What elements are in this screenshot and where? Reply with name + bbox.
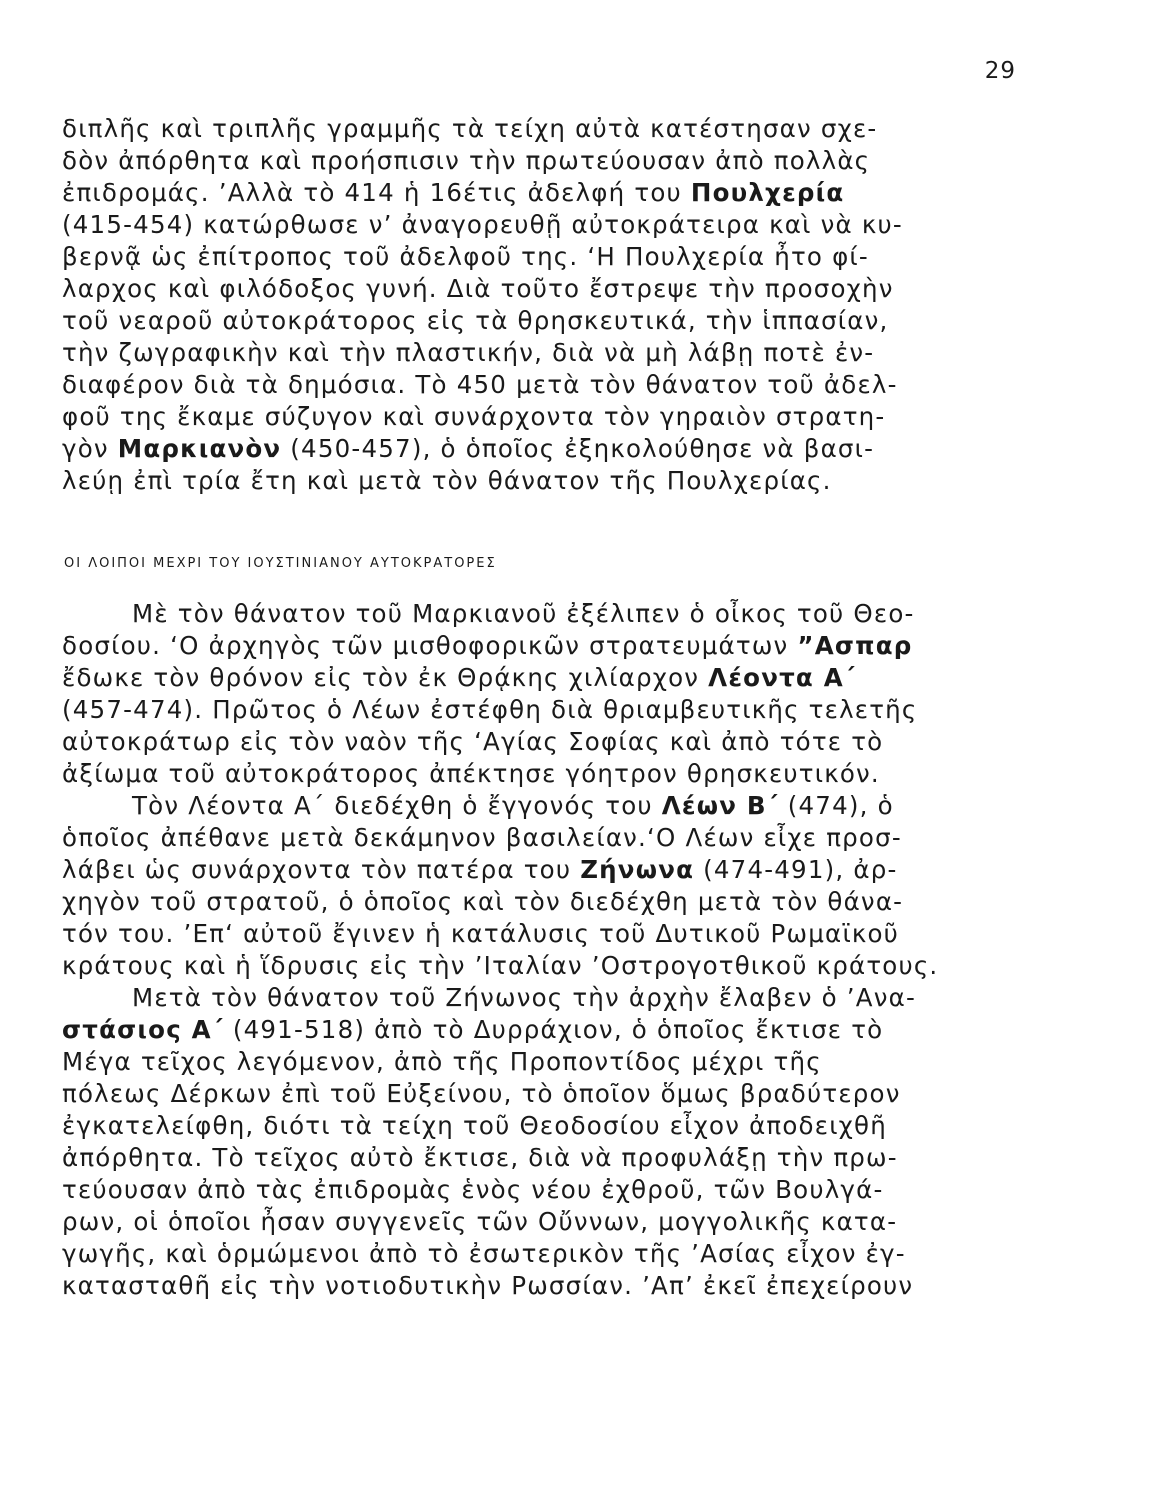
text-run: Μετὰ τὸν θάνατον τοῦ Ζήνωνος τὴν ἀρχὴν ἔλαβεν ὁ ’Ανα-: [132, 983, 916, 1012]
text-line: [62, 726, 1014, 758]
text-run: λαρχος καὶ φιλόδοξος γυνή. Διὰ τοῦτο ἔστρεψε τὴν προσοχὴν: [62, 274, 894, 303]
text-run: (457-474). Πρῶτος ὁ Λέων ἐστέφθη διὰ θριαμβευτικῆς τελετῆς: [62, 695, 918, 724]
text-run: δὸν ἀπόρθητα καὶ προήσπισιν τὴν πρωτεύουσαν ἀπὸ πολλὰς: [62, 146, 871, 175]
text-line: [62, 241, 1014, 273]
text-line: [62, 598, 1014, 630]
text-run: (415-454) κατώρθωσε ν’ ἀναγορευθῇ αὐτοκράτειρα καὶ νὰ κυ-: [62, 210, 903, 239]
text-line: [62, 305, 1014, 337]
page-number: 29: [984, 58, 1016, 84]
text-run: ρων, οἱ ὁποῖοι ἦσαν συγγενεῖς τῶν Οὔννων, μογγολικῆς κατα-: [62, 1207, 898, 1236]
text-line: [62, 1270, 1014, 1302]
text-line: [62, 1046, 1014, 1078]
text-run: ἀξίωμα τοῦ αὐτοκράτορος ἀπέκτησε γόητρον θρησκευτικόν.: [62, 759, 880, 788]
text-line: [62, 950, 1014, 982]
text-run: ἀπόρθητα. Τὸ τεῖχος αὐτὸ ἔκτισε, διὰ νὰ προφυλάξῃ τὴν πρω-: [62, 1143, 898, 1172]
text-line: [62, 630, 1014, 662]
text-line: [62, 918, 1014, 950]
text-run: ἐπιδρομάς. ’Αλλὰ τὸ 414 ἡ 16έτις ἀδελφή του: [62, 178, 691, 207]
text-run: (450-457), ὁ ὁποῖος ἐξηκολούθησε νὰ βασι-: [281, 434, 875, 463]
text-run: φοῦ της ἔκαμε σύζυγον καὶ συνάρχοντα τὸν γηραιὸν στρατη-: [62, 402, 886, 431]
text-line: [62, 662, 1014, 694]
text-line: [62, 337, 1014, 369]
text-line: [62, 369, 1014, 401]
text-run: Μέγα τεῖχος λεγόμενον, ἀπὸ τῆς Προποντίδος μέχρι τῆς: [62, 1047, 822, 1076]
section-heading: ΟΙ ΛΟΙΠΟΙ ΜΕΧΡΙ ΤΟΥ ΙΟΥΣΤΙΝΙΑΝΟΥ ΑΥΤΟΚΡΑΤΟΡΕΣ: [64, 556, 497, 571]
bold-name: στάσιος Α΄: [62, 1015, 224, 1044]
text-line: [62, 465, 1014, 497]
text-line: [62, 694, 1014, 726]
text-run: βερνᾷ ὡς ἐπίτροπος τοῦ ἀδελφοῦ της. ‘Η Πουλχερία ἦτο φί-: [62, 242, 869, 271]
bold-name: Λέων Β΄: [661, 791, 779, 820]
paragraph-pulcheria: [62, 113, 1014, 497]
text-line: [62, 886, 1014, 918]
text-run: τόν του. ’Επ‘ αὐτοῦ ἔγινεν ἡ κατάλυσις τοῦ Δυτικοῦ Ρωμαϊκοῦ: [62, 919, 900, 948]
text-run: γωγῆς, καὶ ὁρμώμενοι ἀπὸ τὸ ἐσωτερικὸν τῆς ’Ασίας εἶχον ἐγ-: [62, 1239, 906, 1268]
text-line: [62, 982, 1014, 1014]
text-line: [62, 1238, 1014, 1270]
bold-name: Λέοντα Α΄: [708, 663, 856, 692]
text-run: ἐγκατελείφθη, διότι τὰ τείχη τοῦ Θεοδοσίου εἶχον ἀποδειχθῆ: [62, 1111, 887, 1140]
text-line: [62, 854, 1014, 886]
text-run: αὐτοκράτωρ εἰς τὸν ναὸν τῆς ‘Αγίας Σοφίας καὶ ἀπὸ τότε τὸ: [62, 727, 884, 756]
text-line: [62, 1110, 1014, 1142]
text-line: [62, 177, 1014, 209]
text-line: [62, 401, 1014, 433]
text-run: λάβει ὡς συνάρχοντα τὸν πατέρα του: [62, 855, 581, 884]
text-line: [62, 433, 1014, 465]
text-run: ὁποῖος ἀπέθανε μετὰ δεκάμηνον βασιλείαν.‘Ο Λέων εἶχε προσ-: [62, 823, 902, 852]
bold-name: Πουλχερία: [690, 178, 845, 207]
text-line: [62, 822, 1014, 854]
text-line: [62, 1014, 1014, 1046]
text-run: κατασταθῆ εἰς τὴν νοτιοδυτικὴν Ρωσσίαν. ’Απ’ ἐκεῖ ἐπεχείρουν: [62, 1271, 914, 1300]
text-line: [62, 209, 1014, 241]
text-run: τεύουσαν ἀπὸ τὰς ἐπιδρομὰς ἑνὸς νέου ἐχθροῦ, τῶν Βουλγά-: [62, 1175, 884, 1204]
text-line: [62, 790, 1014, 822]
bold-name: ”Ασπαρ: [797, 631, 913, 660]
text-run: (474-491), ἀρ-: [694, 855, 898, 884]
text-run: λεύῃ ἐπὶ τρία ἔτη καὶ μετὰ τὸν θάνατον τῆς Πουλχερίας.: [62, 466, 832, 495]
text-run: δοσίου. ‘Ο ἀρχηγὸς τῶν μισθοφορικῶν στρατευμάτων: [62, 631, 798, 660]
text-run: κράτους καὶ ἡ ἵδρυσις εἰς τὴν ’Ιταλίαν ’Οστρογοτθικοῦ κράτους.: [62, 951, 939, 980]
text-run: διπλῆς καὶ τριπλῆς γραμμῆς τὰ τείχη αὐτὰ κατέστησαν σχε-: [62, 114, 878, 143]
section-body: [62, 598, 1014, 1302]
text-run: Μὲ τὸν θάνατον τοῦ Μαρκιανοῦ ἐξέλιπεν ὁ οἶκος τοῦ Θεο-: [132, 599, 915, 628]
bold-name: Ζήνωνα: [580, 855, 695, 884]
text-run: τὴν ζωγραφικὴν καὶ τὴν πλαστικήν, διὰ νὰ μὴ λάβῃ ποτὲ ἐν-: [62, 338, 875, 367]
text-line: [62, 758, 1014, 790]
text-run: Τὸν Λέοντα Α΄ διεδέχθη ὁ ἔγγονός του: [132, 791, 662, 820]
text-line: [62, 273, 1014, 305]
text-run: χηγὸν τοῦ στρατοῦ, ὁ ὁποῖος καὶ τὸν διεδέχθη μετὰ τὸν θάνα-: [62, 887, 904, 916]
text-line: [62, 1078, 1014, 1110]
text-run: τοῦ νεαροῦ αὐτοκράτορος εἰς τὰ θρησκευτικά, τὴν ἱππασίαν,: [62, 306, 889, 335]
text-run: (491-518) ἀπὸ τὸ Δυρράχιον, ὁ ὁποῖος ἔκτισε τὸ: [223, 1015, 884, 1044]
text-run: πόλεως Δέρκων ἐπὶ τοῦ Εὐξείνου, τὸ ὁποῖον ὅμως βραδύτερον: [62, 1079, 901, 1108]
text-line: [62, 1206, 1014, 1238]
text-line: [62, 145, 1014, 177]
text-run: διαφέρον διὰ τὰ δημόσια. Τὸ 450 μετὰ τὸν θάνατον τοῦ ἀδελ-: [62, 370, 898, 399]
text-run: ἔδωκε τὸν θρόνον εἰς τὸν ἐκ Θρᾴκης χιλίαρχον: [62, 663, 709, 692]
bold-name: Μαρκιανὸν: [117, 434, 282, 463]
text-line: [62, 1174, 1014, 1206]
text-run: (474), ὁ: [778, 791, 894, 820]
text-line: [62, 1142, 1014, 1174]
text-run: γὸν: [62, 434, 118, 463]
text-line: [62, 113, 1014, 145]
